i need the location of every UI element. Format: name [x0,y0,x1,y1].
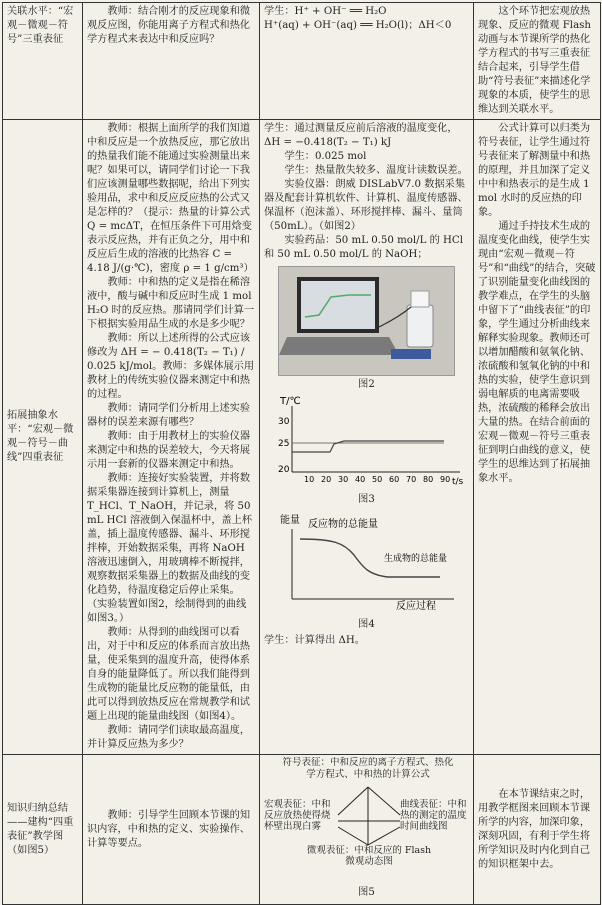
student-para: 实验仪器：朗威 DISLabV7.0 数据采集器及配套计算机软件、计算机、温度传感器、保温杯（泡沫盖）、环形搅拌棒、漏斗、量筒（50mL）。（如图2） [264,179,468,232]
teacher-para: 教师：请同学们分析用上述实验器材的误差来源有哪些？ [87,403,251,428]
fig3-y-axis-label: T/℃ [280,396,301,407]
intent-para: 通过手持技术生成的温度变化曲线，使学生实现由“宏观－微观－符号”和“曲线”的结合，突破了识别能量变化曲线图的教学难点，在学生的头脑中留下了“曲线表征”的印象，学生通过分析曲线来解释实验现象。教师还可以增加醋酸和氨氧化钠、浓硫酸和氢氧化钠的中和热的实验，使学生意识到弱电解质的电离需要吸热，浓硫酸的稀释会放出大量的热。在结合前面的宏观－微观－符号三重表征到明白曲线的意义，使学生的思维达到了拓展抽象水平。 [478,221,596,484]
student-cell [260,3,474,120]
intent-text: 在本节课结束之时，用教学框图来回顾本节课所学的内容，加深印象，深刻巩固，有利于学生将所学知识及时内化到自己的知识框架中去。 [478,788,591,870]
teacher-para: 教师：连接好实验装置，并将数据采集器连接到计算机上，测量 T_HCl、T_NaOH，并记录，将 50 mL HCl 溶液倒入保温杯中，盖上杯盖，插上温度传感器、漏斗、环形搅拌棒，开始数据采集，再将 NaOH 溶液迅速倒入，用玻璃棒不断搅拌，观察数据采集器上的数据及曲线的变化趋势，待温度稳定后停止采集。（实验装置如图2，绘制得到的曲线如图3。） [87,473,253,624]
fig4-product-label: 生成物的总能量 [384,554,448,564]
temperature-time-chart [264,394,470,486]
teacher-para: 教师：所以上述所得的公式应该修改为 ΔH = − 0.418(T₂ − T₁) / 0.025 kJ/mol。教师：多媒体展示用教材上的传统实验仪器来测定中和热的过程。 [87,333,255,400]
fig3-xtick-label: 80 [423,475,434,484]
fig3-ytick-20: 20 [278,465,290,475]
intent-cell [474,120,601,755]
teacher-para: 教师：从得到的曲线图可以看出，对于中和反应的体系而言放出热量，使采集到的温度升高，使得体系自身的能量降低了。所以我们能得到生成物的能量比反应物的能量低，由此可以得到放热反应在常规教学和试题上出现的能量曲线图（如图4）。 [87,627,250,722]
figure-2-caption: 图2 [358,379,375,390]
fig3-ytick-30: 30 [278,417,290,427]
student-cell [260,120,474,755]
student-para: 学生：通过测量反应前后溶液的温度变化，ΔH = −0.418(T₂ − T₁) kJ [264,123,458,148]
fig3-xtick-label: 60 [389,475,400,484]
row-summary [3,755,601,905]
fig3-xtick-label: 40 [355,475,366,484]
student-para: 实验药品：50 mL 0.50 mol/L 的 HCl 和 50 mL 0.50 mol/L 的 NaOH； [264,235,463,260]
curve-node: 曲线表征：中和热的测定的温度时间曲线图 [400,799,467,832]
fig3-xtick-label: 30 [338,475,349,484]
diagram-cell [260,755,474,905]
apparatus-photo [278,266,455,376]
diagram-connectors [338,787,400,845]
fig4-x-axis-label: 反应过程 [396,601,436,611]
student-equation-1: 学生：H⁺ + OH⁻ ══ H₂O [264,6,387,17]
fig3-xtick-label: 90 [440,475,451,484]
figure-5-caption: 图5 [358,887,375,898]
student-para: 学生：热量散失较多、温度计读数误差。 [284,165,468,176]
intent-text: 这个环节把宏观放热现象、反应的微观 Flash 动画与本节课所学的热化学方程式的书写三重表征结合起来，引导学生借助“符号表征”来描述化学现象的本质，使学生的思维达到关联水平。 [478,6,591,115]
intent-cell [474,3,601,120]
fig3-xtick-label: 10 [304,475,315,484]
laptop-apparatus-illustration [279,267,454,375]
teacher-text: 教师：引导学生回顾本节课的知识内容，中和热的定义、实验操作、计算等要点。 [87,809,251,849]
stage-label: 关联水平：“宏观－微观－符号”三重表征 [7,6,74,45]
row-association [3,3,601,120]
fig3-xtick-label: 20 [321,475,332,484]
stage-label: 知识归纳总结——建构“四重表征”教学图（如图5） [7,802,74,856]
fig3-xtick-label: 70 [406,475,417,484]
energy-profile-chart [264,509,470,611]
teacher-cell [83,3,260,120]
lesson-plan-table [2,2,601,905]
teacher-para: 教师：中和热的定义是指在稀溶液中，酸与碱中和反应时生成 1 mol H₂O 时的反应热。那请同学们计算一下根据实验用品生成的水是多少呢？ [87,277,255,330]
teacher-cell [83,120,260,755]
fig4-y-axis-label: 能量 [280,515,300,526]
stage-cell [3,3,83,120]
micro-node: 微观表征：中和反应的 Flash 微观动态图 [306,845,432,867]
fig4-reactant-label: 反应物的总能量 [308,519,378,530]
row-extended-abstract [3,120,601,755]
fig3-ytick-25: 25 [278,439,290,449]
student-equation-2: H⁺(aq) + OH⁻(aq) ══ H₂O(l)；ΔH＜0 [264,20,452,31]
fig3-x-axis-label: t/s [452,477,464,486]
macro-node: 宏观表征：中和反应放热使得烧杯壁出现白雾 [264,799,331,832]
stage-label: 拓展抽象水平：“宏观－微观－符号－曲线”四重表征 [7,410,74,463]
student-para: 学生：0.025 mol [284,151,367,162]
teacher-para: 教师：请同学们读取最高温度，并计算反应热为多少？ [87,725,251,750]
symbolic-node: 符号表征：中和反应的离子方程式、热化学方程式、中和热的计算公式 [282,757,454,780]
fig3-xtick-label: 50 [372,475,383,484]
four-representation-diagram [264,757,470,879]
figure-4-caption: 图4 [358,619,375,630]
figure-3-caption: 图3 [358,494,375,505]
teacher-cell [83,755,260,905]
intent-para: 公式计算可以归类为符号表征，让学生通过符号表征来了解测量中和热的原理，并且加深了定义中中和热表示的是生成 1 mol 水时的反应热的印象。 [478,123,591,218]
stage-cell [3,120,83,755]
teacher-para: 教师：根据上面所学的我们知道中和反应是一个放热反应，那它放出的热量我们能不能通过实验测量出来呢？如果可以，请同学们讨论一下我们应该测量哪些数据呢，给出下列实验用品，求中和反应反应热的公式又是怎样的？（提示：热量的计算公式 Q = mcΔT，在恒压条件下可用焓变表示反应热，并有正负之分，用中和反应后生成的溶液的比热容 C = 4.18 J/(g·℃)，密度 ρ = 1 g/cm³） [87,123,254,274]
teacher-text: 教师：结合刚才的反应现象和微观反应图，你能用离子方程式和热化学方程式来表达中和反应吗？ [87,6,251,45]
intent-cell [474,755,601,905]
teacher-para: 教师：由于用教材上的实验仪器来测定中和热的误差较大，今天将展示用一套新的仪器来测定中和热。 [87,431,251,470]
stage-cell [3,755,83,905]
student-final: 学生：计算得出 ΔH。 [264,635,365,646]
